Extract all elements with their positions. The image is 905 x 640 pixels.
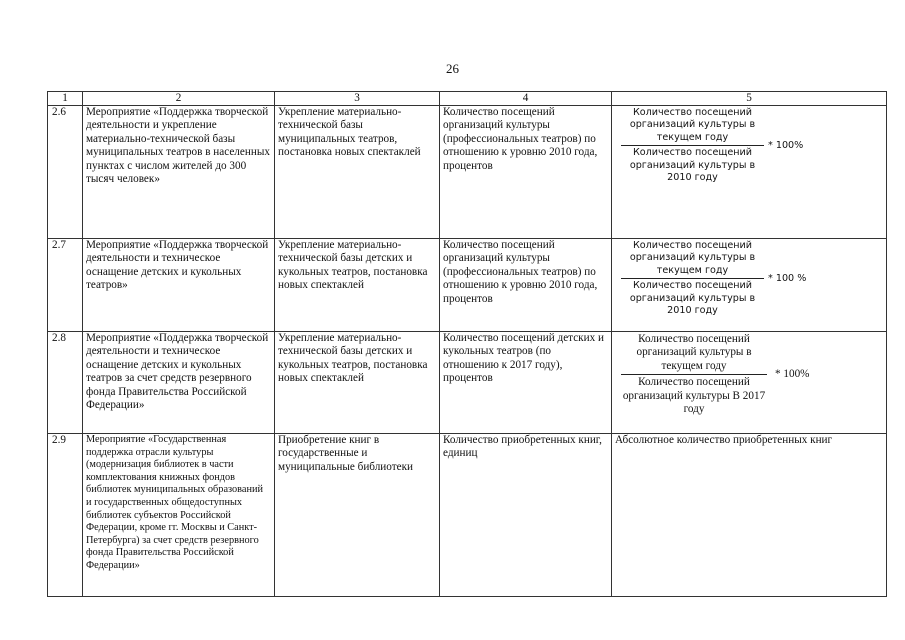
page-number: 26 — [446, 61, 459, 76]
formula-denominator: Количество посещений организаций культуры В 2017 году — [622, 376, 766, 416]
column-header-2: 2 — [83, 92, 275, 106]
table-row — [48, 332, 887, 434]
indicator-name: Количество приобретенных книг, единиц — [440, 434, 612, 597]
table-row — [48, 239, 887, 332]
table-row — [48, 434, 887, 597]
expected-result: Укрепление материально-технической базы детских и кукольных театров, постановка новых спектаклей — [275, 239, 440, 332]
event-name: Мероприятие «Государственная поддержка отрасли культуры (модернизация библиотек в части комплектования книжных фондов библиотек муниципальных образований и государственных общедоступных библиотек субъектов Российской Федерации, кроме гг. Москвы и Санкт-Петербурга) за счет средств резервного фонда Правительства Российской Федерации» — [83, 434, 275, 597]
expected-result: Приобретение книг в государственные и муниципальные библиотеки — [275, 434, 440, 597]
calculation-formula — [612, 106, 887, 239]
column-header-4: 4 — [440, 92, 612, 106]
indicators-table — [47, 91, 887, 597]
formula-denominator: Количество посещений организаций культуры в 2010 году — [629, 280, 756, 317]
table-row — [48, 106, 887, 239]
event-name: Мероприятие «Поддержка творческой деятельности и укрепление материально-технической базы муниципальных театров в населенных пунктах с числом жителей до 300 тысяч человек» — [83, 106, 275, 239]
event-name: Мероприятие «Поддержка творческой деятельности и техническое оснащение детских и кукольных театров за счет средств резервного фонда Правительства Российской Федерации» — [83, 332, 275, 434]
indicator-name: Количество посещений детских и кукольных театров (по отношению к 2017 году), процентов — [440, 332, 612, 434]
event-name: Мероприятие «Поддержка творческой деятельности и техническое оснащение детских и кукольных театров» — [83, 239, 275, 332]
formula-multiplier: * 100% — [775, 368, 810, 381]
expected-result: Укрепление материально-технической базы детских и кукольных театров, постановка новых спектаклей — [275, 332, 440, 434]
column-header-3: 3 — [275, 92, 440, 106]
row-number: 2.6 — [48, 106, 83, 239]
formula-multiplier: * 100 % — [768, 272, 807, 284]
row-number: 2.8 — [48, 332, 83, 434]
formula-numerator: Количество посещений организаций культуры в текущем году — [621, 333, 767, 375]
row-number: 2.9 — [48, 434, 83, 597]
formula-multiplier: * 100% — [768, 139, 804, 151]
expected-result: Укрепление материально-технической базы муниципальных театров, постановка новых спектаклей — [275, 106, 440, 239]
calculation-formula — [612, 239, 887, 332]
formula-numerator: Количество посещений организаций культуры в текущем году — [621, 107, 764, 146]
column-header-5: 5 — [612, 92, 887, 106]
calculation-formula: Абсолютное количество приобретенных книг — [612, 434, 887, 597]
indicator-name: Количество посещений организаций культуры (профессиональных театров) по отношению к уровню 2010 года, процентов — [440, 239, 612, 332]
formula-numerator: Количество посещений организаций культуры в текущем году — [621, 240, 764, 279]
row-number: 2.7 — [48, 239, 83, 332]
indicator-name: Количество посещений организаций культуры (профессиональных театров) по отношению к уровню 2010 года, процентов — [440, 106, 612, 239]
column-header-1: 1 — [48, 92, 83, 106]
calculation-formula — [612, 332, 887, 434]
formula-denominator: Количество посещений организаций культуры в 2010 году — [629, 147, 756, 184]
table-header-row — [48, 92, 887, 106]
